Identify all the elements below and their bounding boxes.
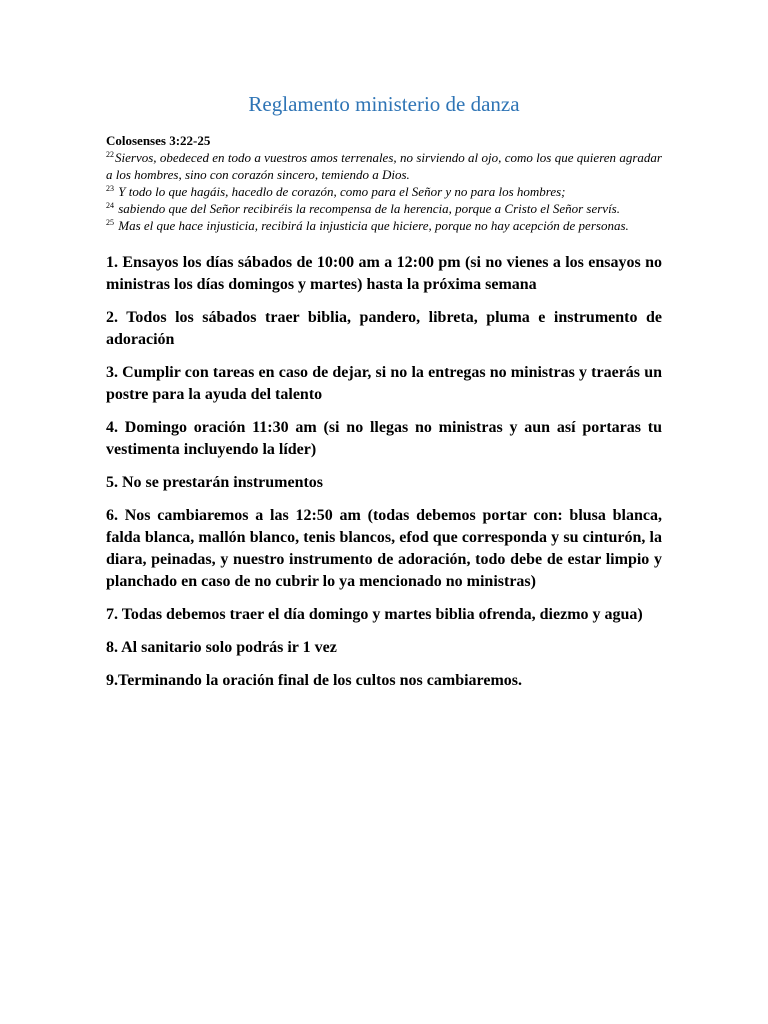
verse-number: 22 [106,149,114,159]
rule-6: 6. Nos cambiaremos a las 12:50 am (todas debemos portar con: blusa blanca, falda blanca, mallón blanco, tenis blancos, efod que corresponda y su cinturón, la diara, peinadas, y nuestro instrumento de adoración, todo debe de estar limpio y planchado en caso de no cubrir lo ya mencionado no ministras) [106,507,662,590]
verse-23 [106,183,662,200]
verse-number: 25 [106,217,114,227]
verse-number: 23 [106,183,114,193]
document-page [106,90,662,703]
verse-text: Siervos, obedeced en todo a vuestros amos terrenales, no sirviendo al ojo, como los que quieren agradar a los hombres, sino con corazón sincero, temiendo a Dios. [106,150,662,182]
verse-text: Y todo lo que hagáis, hacedlo de corazón, como para el Señor y no para los hombres; [115,184,566,199]
verse-25 [106,217,662,234]
rule-8: 8. Al sanitario solo podrás ir 1 vez [106,639,337,656]
rule-5: 5. No se prestarán instrumentos [106,474,324,491]
rules-list [106,252,662,692]
verse-number: 24 [106,200,114,210]
rule-3: 3. Cumplir con tareas en caso de dejar, si no la entregas no ministras y traerás un postre para la ayuda del talento [106,364,662,403]
verse-24 [106,200,662,217]
scripture-block [106,132,662,234]
rule-4: 4. Domingo oración 11:30 am (si no llegas no ministras y aun así portaras tu vestimenta incluyendo la líder) [106,419,662,458]
scripture-reference: Colosenses 3:22-25 [106,133,211,148]
rule-9: 9.Terminando la oración final de los cultos nos cambiaremos. [106,672,523,689]
document-title: Reglamento ministerio de danza [248,92,520,116]
verse-text: Mas el que hace injusticia, recibirá la injusticia que hiciere, porque no hay acepción de personas. [115,218,629,233]
rule-2: 2. Todos los sábados traer biblia, pandero, libreta, pluma e instrumento de adoración [106,309,662,348]
rule-1: 1. Ensayos los días sábados de 10:00 am a 12:00 pm (si no vienes a los ensayos no ministras los días domingos y martes) hasta la próxima semana [106,254,662,293]
rule-7: 7. Todas debemos traer el día domingo y martes biblia ofrenda, diezmo y agua) [106,606,643,623]
verse-text: sabiendo que del Señor recibiréis la recompensa de la herencia, porque a Cristo el Señor servís. [115,201,620,216]
verse-22 [106,149,662,183]
